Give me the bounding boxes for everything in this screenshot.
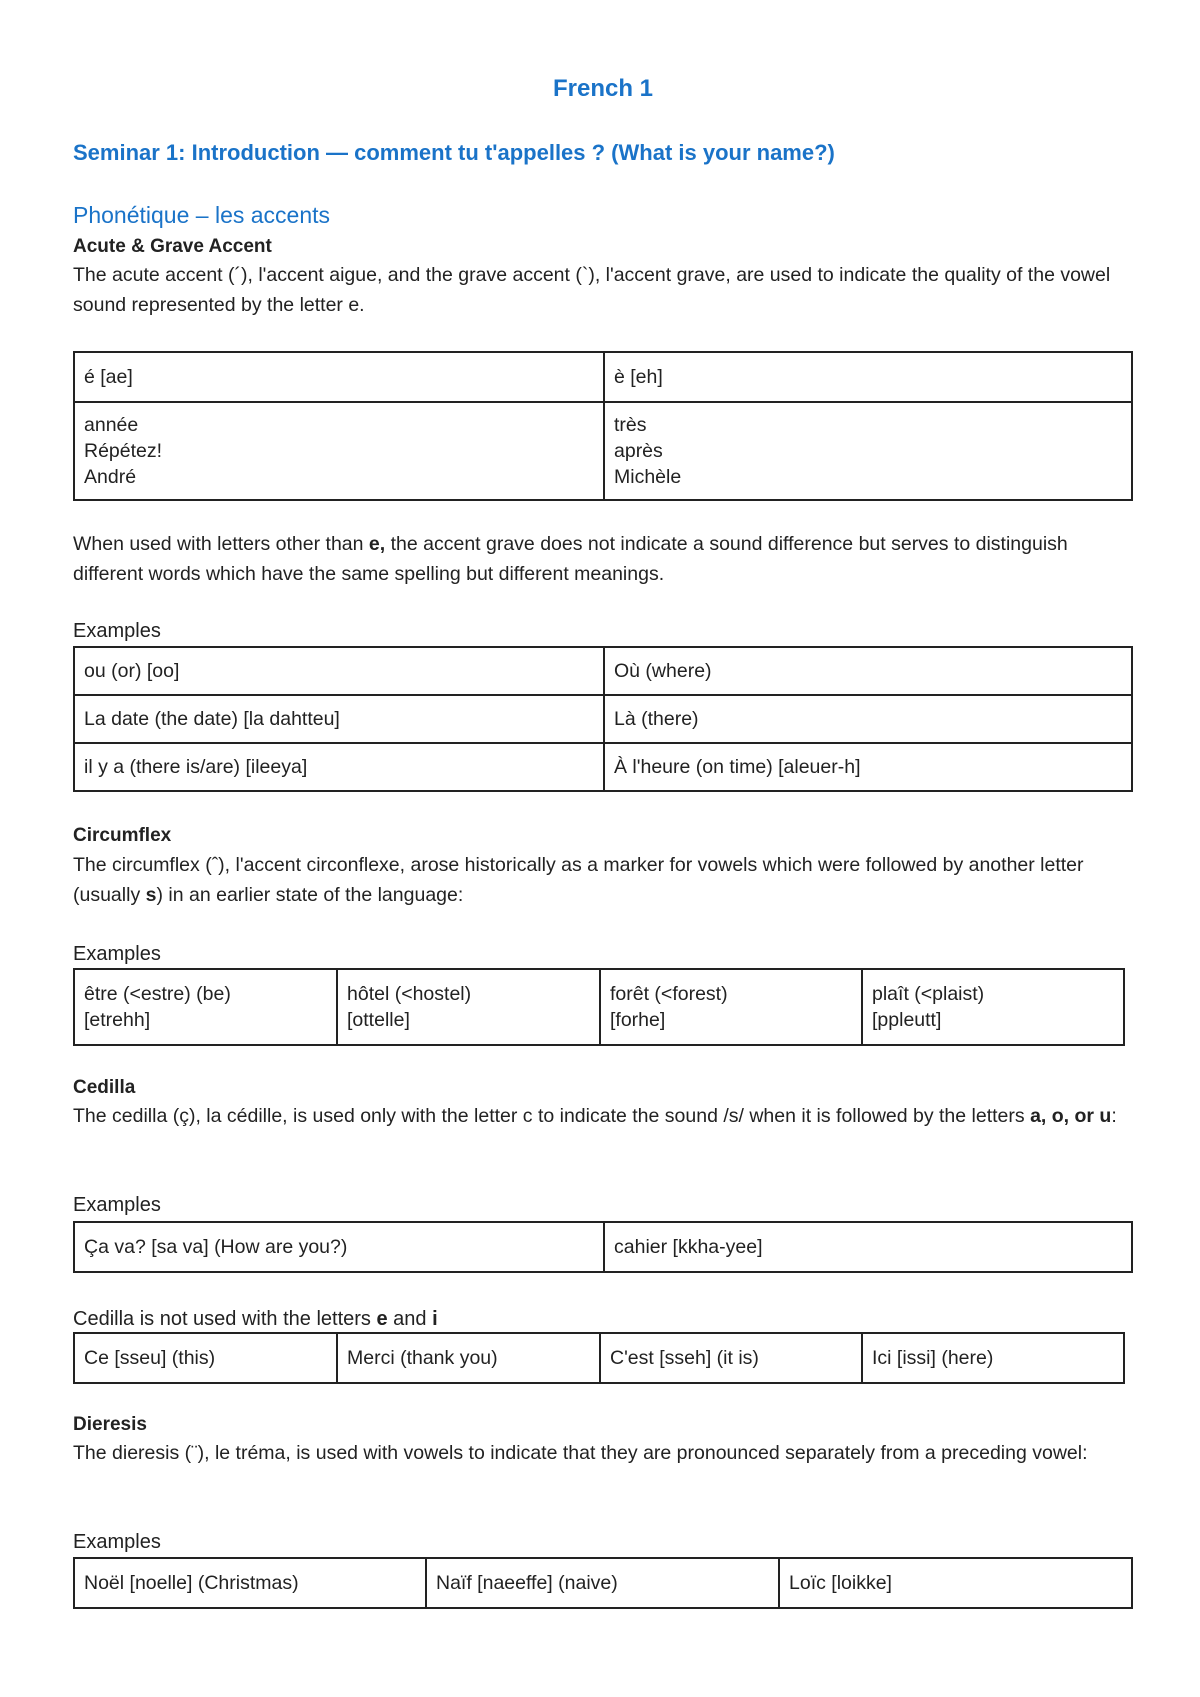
table-cell: Où (where) <box>604 647 1132 695</box>
table-cell <box>74 402 604 500</box>
table-cell <box>604 402 1132 500</box>
document-title: French 1 <box>552 75 654 102</box>
table-row <box>74 969 1124 1045</box>
word: être (<estre) (be) <box>84 983 231 1005</box>
examples-label: Examples <box>73 943 161 965</box>
table-header-cell: é [ae] <box>74 352 604 402</box>
word: Répétez! <box>84 440 163 462</box>
table-header-cell: è [eh] <box>604 352 1132 402</box>
word: hôtel (<hostel) <box>347 983 472 1005</box>
dieresis-heading: Dieresis <box>73 1414 147 1435</box>
table-cell: Merci (thank you) <box>337 1333 600 1383</box>
bold-text: e, <box>368 533 386 555</box>
acute-grave-text: The acute accent (´), l'accent aigue, and the grave accent (`), l'accent grave, are used to indicate the quality of the vowel sound represented by the letter e. <box>73 264 1111 316</box>
table-cell <box>862 969 1124 1045</box>
table-cell <box>600 969 862 1045</box>
cedilla-text <box>73 1102 1133 1132</box>
phonetics-heading: Phonétique – les accents <box>73 202 331 228</box>
table-row <box>74 1222 1132 1272</box>
word: très <box>614 414 647 436</box>
text-run: When used with letters other than <box>73 533 369 555</box>
pronunciation: [ppleutt] <box>872 1009 942 1031</box>
table-cell: Là (there) <box>604 695 1132 743</box>
table-cell: Loïc [loikke] <box>779 1558 1132 1608</box>
word: plaît (<plaist) <box>872 983 985 1005</box>
bold-text: a, o, or u <box>1030 1105 1112 1127</box>
examples-label: Examples <box>73 1531 161 1553</box>
text-run: : <box>1111 1105 1117 1127</box>
cedilla-not-used-table <box>73 1332 1125 1384</box>
table-row <box>74 695 1132 743</box>
table-cell <box>337 969 600 1045</box>
table-cell: Ce [sseu] (this) <box>74 1333 337 1383</box>
text-run: The cedilla (ç), la cédille, is used only with the letter c to indicate the sound /s/ when it is followed by the letters <box>73 1105 1031 1127</box>
bold-text: e <box>376 1308 388 1330</box>
examples-label: Examples <box>73 620 161 642</box>
word: forêt (<forest) <box>610 983 728 1005</box>
table-row <box>74 743 1132 791</box>
text-run: ) in an earlier state of the language: <box>156 883 464 906</box>
cedilla-examples-table <box>73 1221 1133 1273</box>
word: année <box>84 414 139 436</box>
cedilla-note <box>73 1306 438 1332</box>
bold-text: i <box>432 1308 438 1330</box>
table-cell: Noël [noelle] (Christmas) <box>74 1558 426 1608</box>
text-run: The circumflex (ˆ), l'accent circonflexe, arose historically as a marker for vowels which were followed by another letter (usually <box>73 854 1084 906</box>
circumflex-heading: Circumflex <box>73 825 172 846</box>
grave-examples-table <box>73 646 1133 792</box>
table-cell: Naïf [naeeffe] (naive) <box>426 1558 779 1608</box>
seminar-heading: Seminar 1: Introduction — comment tu t'appelles ? (What is your name?) <box>73 140 835 165</box>
table-row <box>74 1333 1124 1383</box>
examples-label: Examples <box>73 1194 161 1216</box>
table-cell: il y a (there is/are) [ileeya] <box>74 743 604 791</box>
table-row <box>74 647 1132 695</box>
text-run: the accent grave does not indicate a sound difference but serves to distinguish different words which have the same spelling but different meanings. <box>73 533 1068 585</box>
dieresis-examples-table <box>73 1557 1133 1609</box>
table-cell: La date (the date) [la dahtteu] <box>74 695 604 743</box>
pronunciation: [etrehh] <box>84 1009 151 1031</box>
circumflex-text <box>73 851 1133 910</box>
table-cell <box>74 969 337 1045</box>
word: après <box>614 440 663 462</box>
dieresis-text: The dieresis (¨), le tréma, is used with vowels to indicate that they are pronounced separately from a preceding vowel: <box>73 1442 1088 1464</box>
table-header-row <box>74 352 1132 402</box>
cedilla-heading: Cedilla <box>73 1077 136 1098</box>
circumflex-examples-table <box>73 968 1125 1046</box>
table-cell: ou (or) [oo] <box>74 647 604 695</box>
acute-grave-table <box>73 351 1133 501</box>
text-run: Cedilla is not used with the letters <box>73 1308 377 1330</box>
bold-text: s <box>145 883 157 906</box>
pronunciation: [ottelle] <box>347 1009 410 1031</box>
text-run: and <box>387 1308 433 1330</box>
acute-grave-heading: Acute & Grave Accent <box>73 236 272 257</box>
table-cell: Ici [issi] (here) <box>862 1333 1124 1383</box>
table-row <box>74 402 1132 500</box>
table-cell: C'est [sseh] (it is) <box>600 1333 862 1383</box>
table-row <box>74 1558 1132 1608</box>
table-cell: À l'heure (on time) [aleuer-h] <box>604 743 1132 791</box>
table-cell: Ça va? [sa va] (How are you?) <box>74 1222 604 1272</box>
pronunciation: [forhe] <box>610 1009 666 1031</box>
word: Michèle <box>614 466 682 488</box>
word: André <box>84 466 137 488</box>
grave-note <box>73 530 1133 589</box>
table-cell: cahier [kkha-yee] <box>604 1222 1132 1272</box>
